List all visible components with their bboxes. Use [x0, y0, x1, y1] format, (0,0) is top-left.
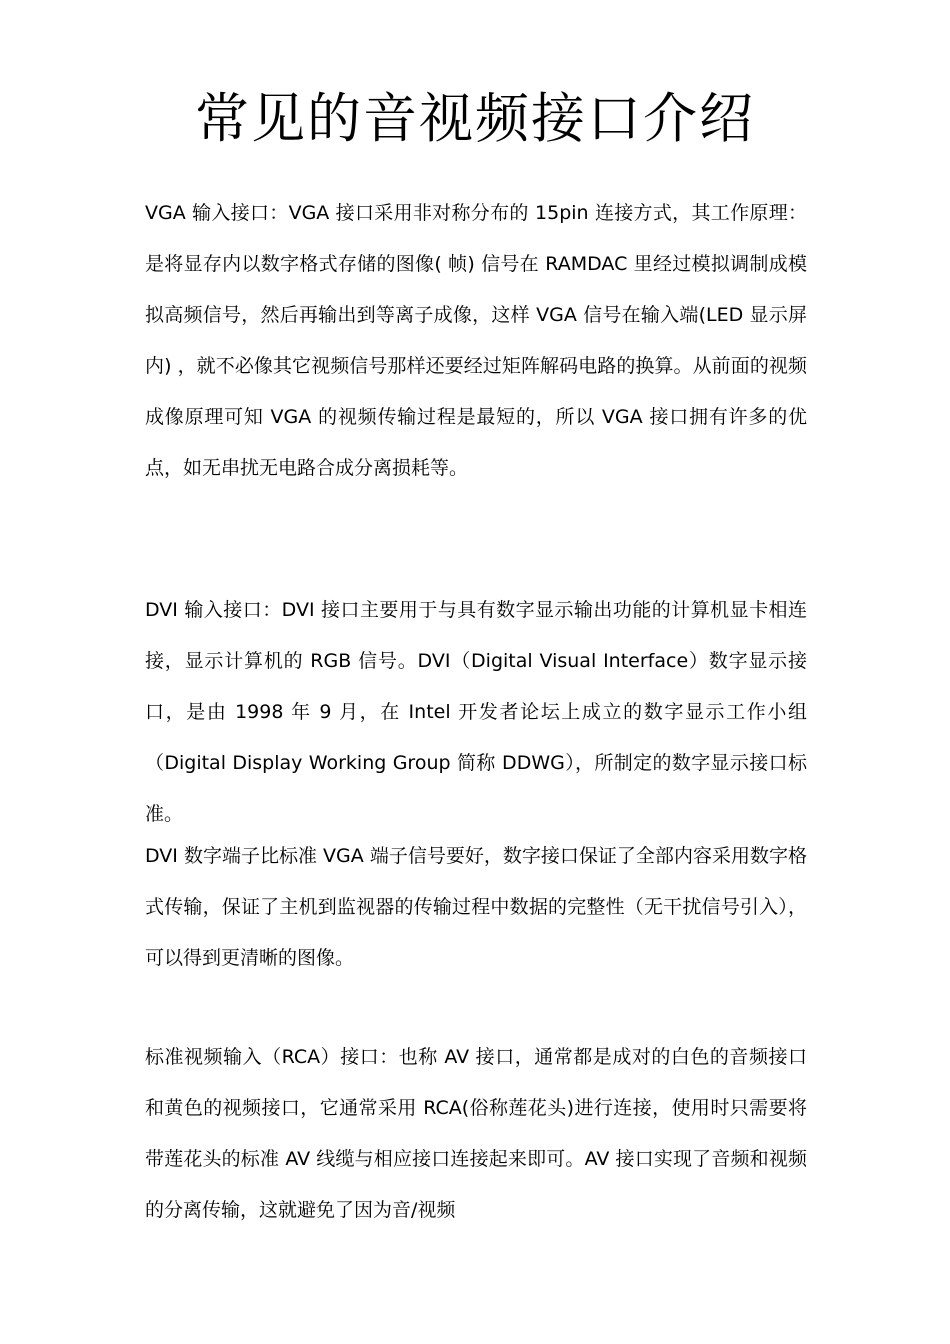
- paragraph-dvi-advantage: DVI 数字端子比标准 VGA 端子信号要好，数字接口保证了全部内容采用数字格式传输，保证了主机到监视器的传输过程中数据的完整性（无干扰信号引入），可以得到更清晰的图像。: [145, 845, 807, 969]
- document-title: 常见的音视频接口介绍: [195, 87, 755, 150]
- paragraph-vga: VGA 输入接口：VGA 接口采用非对称分布的 15pin 连接方式，其工作原理：是将显存内以数字格式存储的图像( 帧) 信号在 RAMDAC 里经过模拟调制成模拟高频信号，然后再输出到等离子成像，这样 VGA 信号在输入端(LED 显示屏内) ，就不必像其它视频信号那样还要经过矩阵解码电路的换算。从前面的视频成像原理可知 VGA 的视频传输过程是最短的，所以 VGA 接口拥有许多的优点，如无串扰无电路合成分离损耗等。: [145, 202, 807, 479]
- paragraph-dvi: DVI 输入接口：DVI 接口主要用于与具有数字显示输出功能的计算机显卡相连接，显示计算机的 RGB 信号。DVI（Digital Visual Interface）数字显示接口，是由 1998 年 9 月，在 Intel 开发者论坛上成立的数字显示工作小组（Digital Display Working Group 简称 DDWG），所制定的数字显示接口标准。: [145, 599, 807, 825]
- paragraph-rca: 标准视频输入（RCA）接口：也称 AV 接口，通常都是成对的白色的音频接口和黄色的视频接口，它通常采用 RCA(俗称莲花头)进行连接，使用时只需要将带莲花头的标准 AV 线缆与相应接口连接起来即可。AV 接口实现了音频和视频的分离传输，这就避免了因为音/视频: [145, 1046, 807, 1221]
